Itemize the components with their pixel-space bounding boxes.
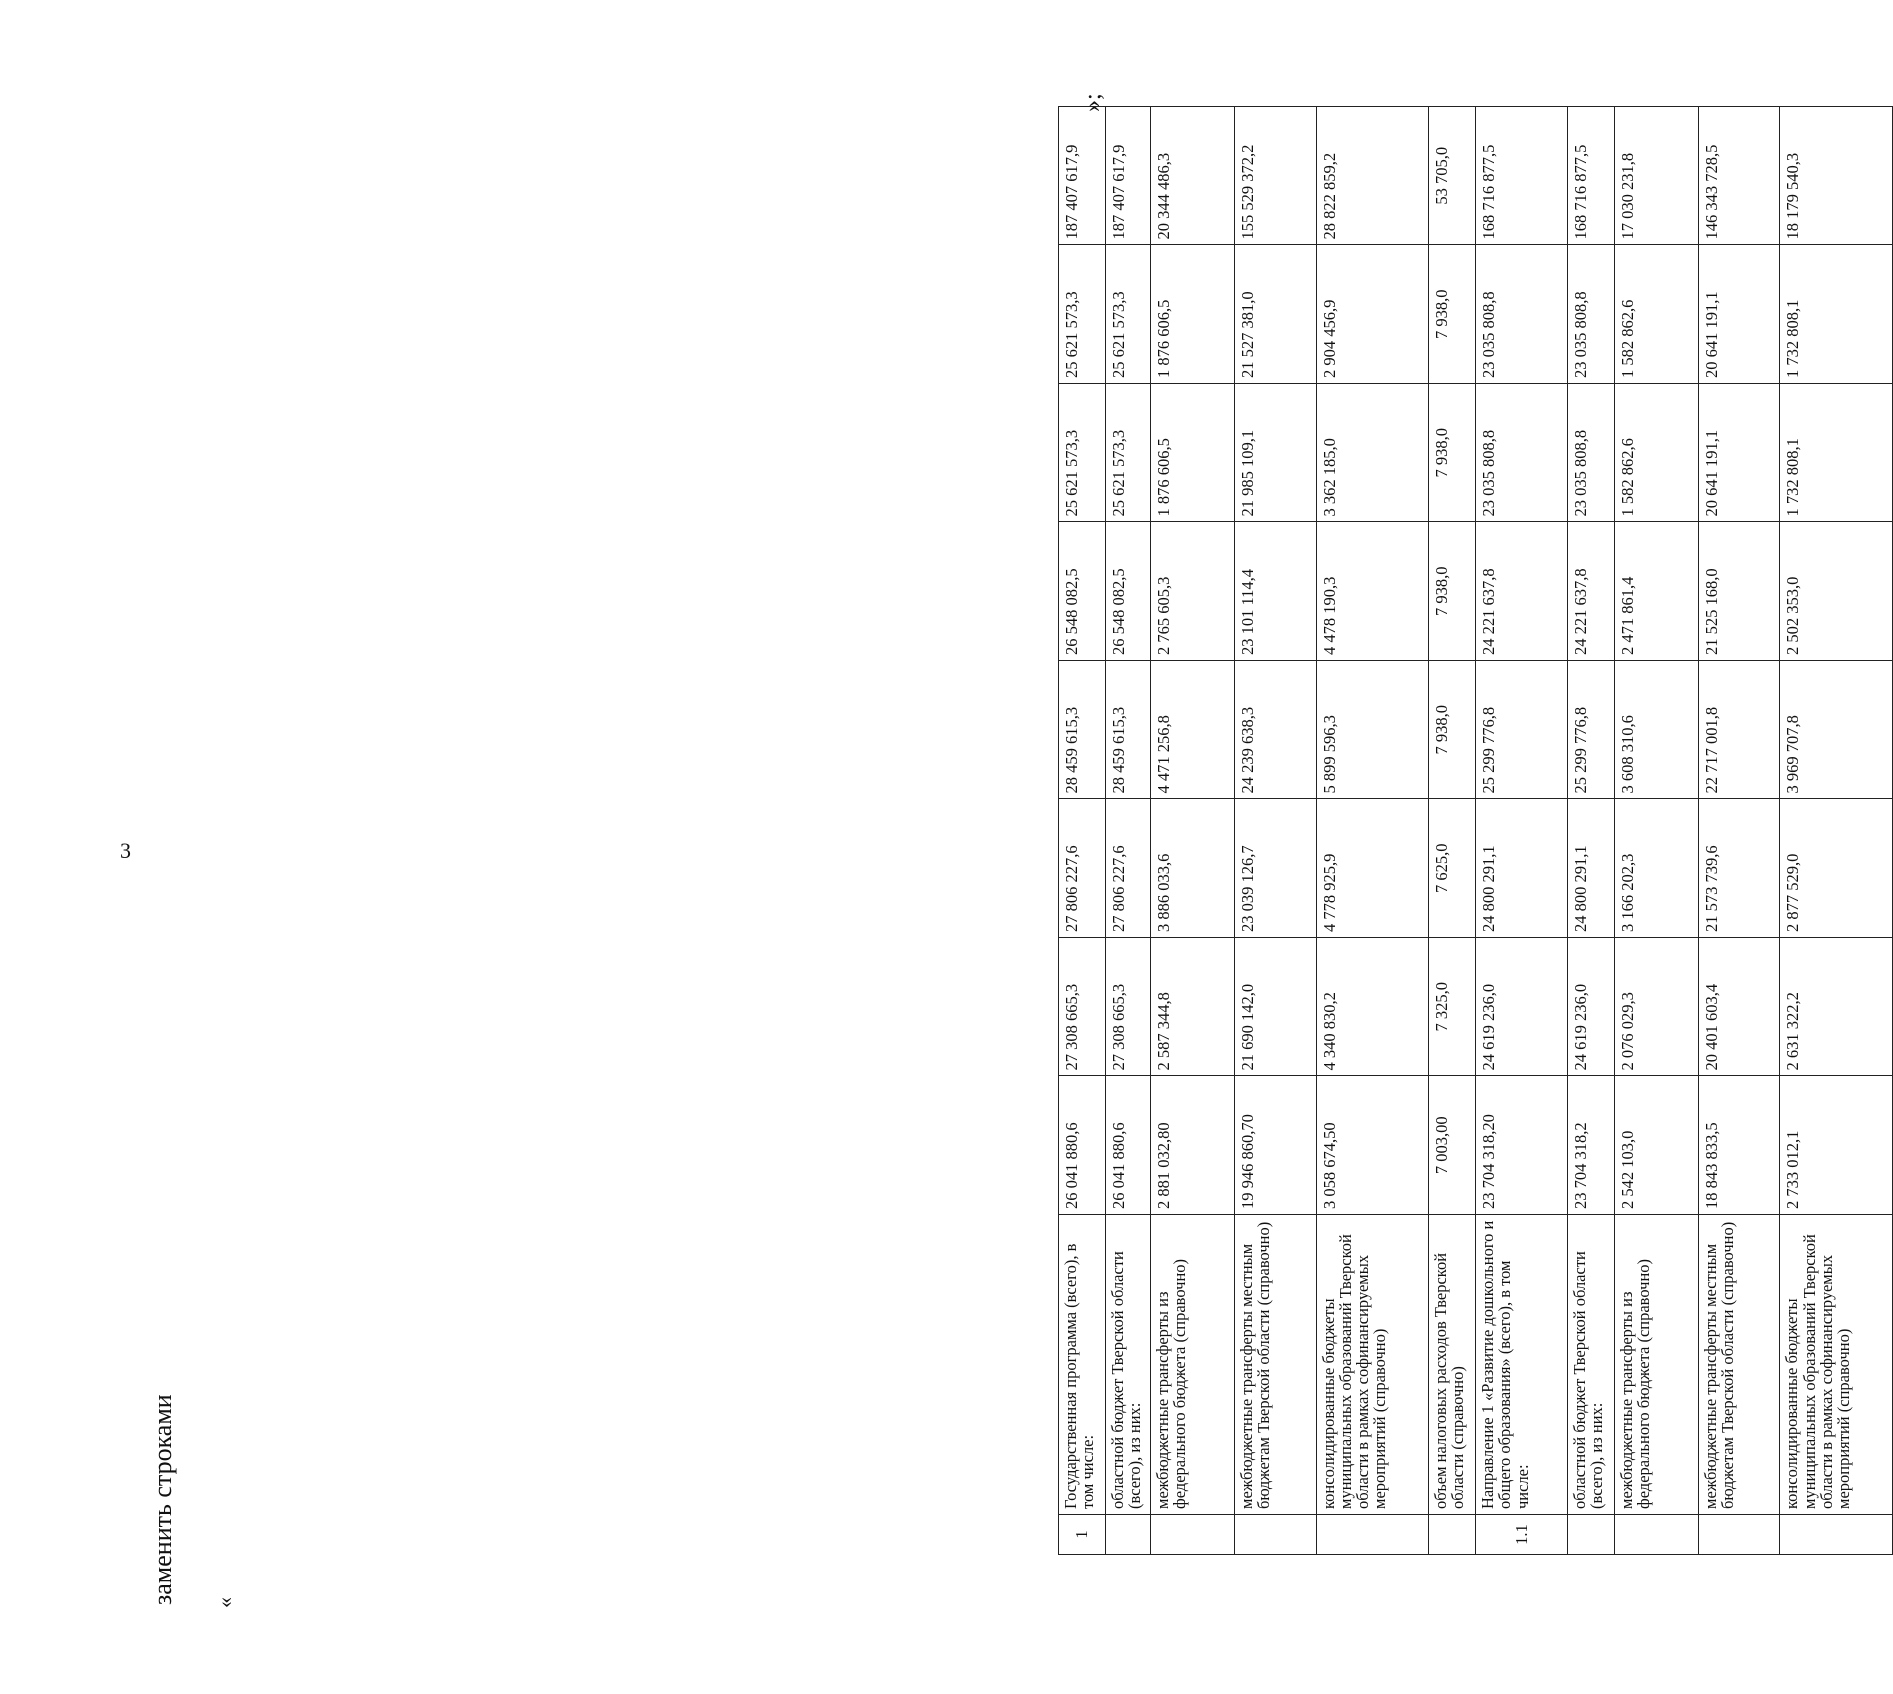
value-cell: 23 035 808,8 bbox=[1567, 384, 1614, 523]
row-number bbox=[1150, 1515, 1234, 1555]
value-cell: 7 938,0 bbox=[1428, 522, 1475, 661]
row-number bbox=[1106, 1515, 1151, 1555]
value-cell: 27 308 665,3 bbox=[1059, 938, 1106, 1077]
value-cell: 24 800 291,1 bbox=[1475, 799, 1567, 938]
value-cell: 3 166 202,3 bbox=[1614, 799, 1698, 938]
value-cell: 187 407 617,9 bbox=[1059, 107, 1106, 246]
row-label: межбюджетные трансферты местным бюджетам Тверской области (справочно) bbox=[1698, 1215, 1780, 1515]
budget-table-wrapper bbox=[1058, 107, 1893, 1555]
row-label: межбюджетные трансферты местным бюджетам Тверской области (справочно) bbox=[1234, 1215, 1316, 1515]
table-row bbox=[1475, 107, 1567, 1555]
value-cell: 26 041 880,6 bbox=[1059, 1076, 1106, 1215]
row-label: объем налоговых расходов Тверской области (справочно) bbox=[1428, 1215, 1475, 1515]
row-number: 1.1 bbox=[1475, 1515, 1567, 1555]
value-cell: 24 800 291,1 bbox=[1567, 799, 1614, 938]
value-cell: 3 058 674,50 bbox=[1316, 1076, 1428, 1215]
value-cell: 21 690 142,0 bbox=[1234, 938, 1316, 1077]
row-label: межбюджетные трансферты из федерального бюджета (справочно) bbox=[1614, 1215, 1698, 1515]
row-label: консолидированные бюджеты муниципальных образований Тверской области в рамках софинансируемых мероприятий (справочно) bbox=[1780, 1215, 1893, 1515]
value-cell: 146 343 728,5 bbox=[1698, 107, 1780, 246]
row-number bbox=[1428, 1515, 1475, 1555]
table-row bbox=[1150, 107, 1234, 1555]
value-cell: 22 717 001,8 bbox=[1698, 661, 1780, 800]
value-cell: 20 344 486,3 bbox=[1150, 107, 1234, 246]
value-cell: 168 716 877,5 bbox=[1567, 107, 1614, 246]
value-cell: 53 705,0 bbox=[1428, 107, 1475, 246]
value-cell: 168 716 877,5 bbox=[1475, 107, 1567, 246]
value-cell: 21 527 381,0 bbox=[1234, 245, 1316, 384]
row-number: 1 bbox=[1059, 1515, 1106, 1555]
value-cell: 24 221 637,8 bbox=[1475, 522, 1567, 661]
value-cell: 23 035 808,8 bbox=[1567, 245, 1614, 384]
row-number bbox=[1780, 1515, 1893, 1555]
row-label: областной бюджет Тверской области (всего), из них: bbox=[1106, 1215, 1151, 1515]
value-cell: 23 035 808,8 bbox=[1475, 245, 1567, 384]
value-cell: 1 732 808,1 bbox=[1780, 245, 1893, 384]
value-cell: 7 938,0 bbox=[1428, 245, 1475, 384]
table-row bbox=[1316, 107, 1428, 1555]
value-cell: 25 621 573,3 bbox=[1106, 245, 1151, 384]
value-cell: 7 938,0 bbox=[1428, 661, 1475, 800]
row-label: Государственная программа (всего), в том числе: bbox=[1059, 1215, 1106, 1515]
value-cell: 3 886 033,6 bbox=[1150, 799, 1234, 938]
value-cell: 7 938,0 bbox=[1428, 384, 1475, 523]
value-cell: 26 041 880,6 bbox=[1106, 1076, 1151, 1215]
value-cell: 23 039 126,7 bbox=[1234, 799, 1316, 938]
value-cell: 21 573 739,6 bbox=[1698, 799, 1780, 938]
value-cell: 20 401 603,4 bbox=[1698, 938, 1780, 1077]
row-number bbox=[1234, 1515, 1316, 1555]
table-row bbox=[1614, 107, 1698, 1555]
value-cell: 24 239 638,3 bbox=[1234, 661, 1316, 800]
quote-open: « bbox=[212, 1597, 237, 1608]
value-cell: 3 969 707,8 bbox=[1780, 661, 1893, 800]
value-cell: 27 806 227,6 bbox=[1059, 799, 1106, 938]
value-cell: 155 529 372,2 bbox=[1234, 107, 1316, 246]
value-cell: 24 619 236,0 bbox=[1475, 938, 1567, 1077]
value-cell: 18 179 540,3 bbox=[1780, 107, 1893, 246]
value-cell: 17 030 231,8 bbox=[1614, 107, 1698, 246]
heading: заменить строками bbox=[148, 1394, 177, 1605]
value-cell: 5 899 596,3 bbox=[1316, 661, 1428, 800]
table-row bbox=[1106, 107, 1151, 1555]
row-number bbox=[1614, 1515, 1698, 1555]
value-cell: 7 625,0 bbox=[1428, 799, 1475, 938]
value-cell: 2 765 605,3 bbox=[1150, 522, 1234, 661]
value-cell: 4 478 190,3 bbox=[1316, 522, 1428, 661]
value-cell: 20 641 191,1 bbox=[1698, 384, 1780, 523]
row-label: областной бюджет Тверской области (всего), из них: bbox=[1567, 1215, 1614, 1515]
value-cell: 2 542 103,0 bbox=[1614, 1076, 1698, 1215]
row-number bbox=[1316, 1515, 1428, 1555]
table-row bbox=[1234, 107, 1316, 1555]
value-cell: 2 881 032,80 bbox=[1150, 1076, 1234, 1215]
value-cell: 21 985 109,1 bbox=[1234, 384, 1316, 523]
value-cell: 24 619 236,0 bbox=[1567, 938, 1614, 1077]
table-row bbox=[1428, 107, 1475, 1555]
value-cell: 1 582 862,6 bbox=[1614, 245, 1698, 384]
value-cell: 187 407 617,9 bbox=[1106, 107, 1151, 246]
value-cell: 23 101 114,4 bbox=[1234, 522, 1316, 661]
value-cell: 2 471 861,4 bbox=[1614, 522, 1698, 661]
value-cell: 4 471 256,8 bbox=[1150, 661, 1234, 800]
row-label: Направление 1 «Развитие дошкольного и общего образования» (всего), в том числе: bbox=[1475, 1215, 1567, 1515]
value-cell: 27 806 227,6 bbox=[1106, 799, 1151, 938]
value-cell: 27 308 665,3 bbox=[1106, 938, 1151, 1077]
value-cell: 7 325,0 bbox=[1428, 938, 1475, 1077]
table-row bbox=[1698, 107, 1780, 1555]
value-cell: 25 621 573,3 bbox=[1059, 245, 1106, 384]
value-cell: 28 459 615,3 bbox=[1059, 661, 1106, 800]
value-cell: 26 548 082,5 bbox=[1059, 522, 1106, 661]
table-body bbox=[1059, 107, 1893, 1555]
row-label: консолидированные бюджеты муниципальных образований Тверской области в рамках софинансируемых мероприятий (справочно) bbox=[1316, 1215, 1428, 1515]
value-cell: 23 704 318,2 bbox=[1567, 1076, 1614, 1215]
table-row bbox=[1059, 107, 1106, 1555]
row-label: межбюджетные трансферты из федерального бюджета (справочно) bbox=[1150, 1215, 1234, 1515]
value-cell: 2 502 353,0 bbox=[1780, 522, 1893, 661]
row-number bbox=[1567, 1515, 1614, 1555]
value-cell: 2 076 029,3 bbox=[1614, 938, 1698, 1077]
value-cell: 25 299 776,8 bbox=[1567, 661, 1614, 800]
value-cell: 26 548 082,5 bbox=[1106, 522, 1151, 661]
value-cell: 2 733 012,1 bbox=[1780, 1076, 1893, 1215]
table-row bbox=[1780, 107, 1893, 1555]
value-cell: 3 608 310,6 bbox=[1614, 661, 1698, 800]
value-cell: 20 641 191,1 bbox=[1698, 245, 1780, 384]
row-number bbox=[1698, 1515, 1780, 1555]
value-cell: 3 362 185,0 bbox=[1316, 384, 1428, 523]
value-cell: 25 621 573,3 bbox=[1106, 384, 1151, 523]
value-cell: 19 946 860,70 bbox=[1234, 1076, 1316, 1215]
value-cell: 4 340 830,2 bbox=[1316, 938, 1428, 1077]
value-cell: 23 704 318,20 bbox=[1475, 1076, 1567, 1215]
value-cell: 1 732 808,1 bbox=[1780, 384, 1893, 523]
value-cell: 2 877 529,0 bbox=[1780, 799, 1893, 938]
value-cell: 23 035 808,8 bbox=[1475, 384, 1567, 523]
value-cell: 24 221 637,8 bbox=[1567, 522, 1614, 661]
value-cell: 7 003,00 bbox=[1428, 1076, 1475, 1215]
page-number: 3 bbox=[120, 838, 131, 863]
value-cell: 28 459 615,3 bbox=[1106, 661, 1151, 800]
value-cell: 4 778 925,9 bbox=[1316, 799, 1428, 938]
value-cell: 28 822 859,2 bbox=[1316, 107, 1428, 246]
value-cell: 2 631 322,2 bbox=[1780, 938, 1893, 1077]
table-row bbox=[1567, 107, 1614, 1555]
value-cell: 2 904 456,9 bbox=[1316, 245, 1428, 384]
value-cell: 1 582 862,6 bbox=[1614, 384, 1698, 523]
value-cell: 1 876 606,5 bbox=[1150, 384, 1234, 523]
value-cell: 25 621 573,3 bbox=[1059, 384, 1106, 523]
value-cell: 25 299 776,8 bbox=[1475, 661, 1567, 800]
budget-table bbox=[1058, 106, 1893, 1555]
quote-close: »; bbox=[1080, 93, 1106, 112]
value-cell: 1 876 606,5 bbox=[1150, 245, 1234, 384]
value-cell: 18 843 833,5 bbox=[1698, 1076, 1780, 1215]
value-cell: 2 587 344,8 bbox=[1150, 938, 1234, 1077]
value-cell: 21 525 168,0 bbox=[1698, 522, 1780, 661]
